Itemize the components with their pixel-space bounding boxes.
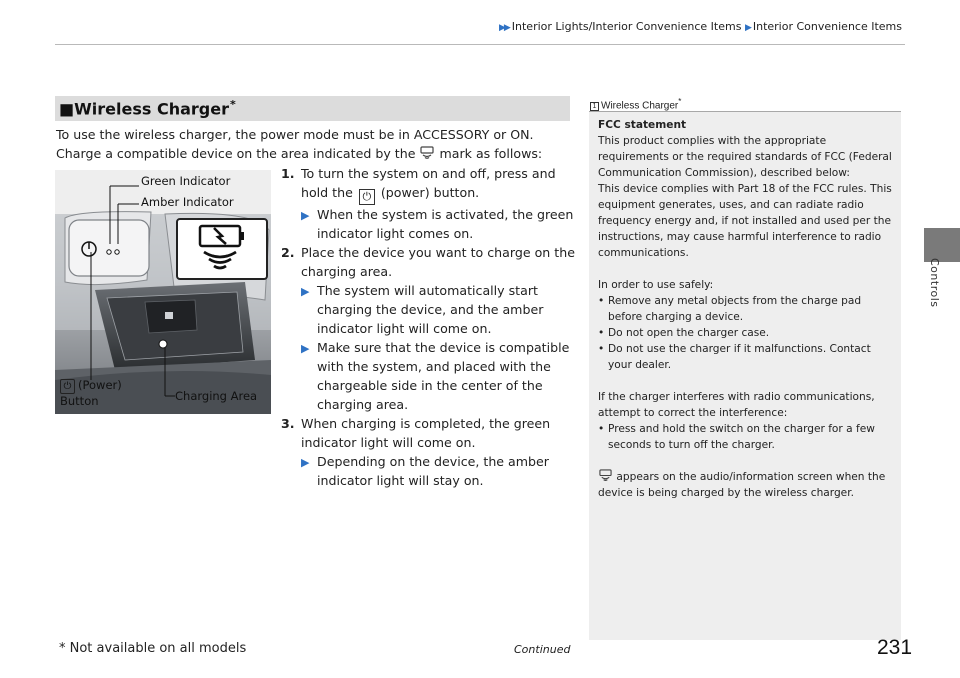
step-3-sub-1: ▶ Depending on the device, the amber indicator light will stay on. xyxy=(301,454,549,488)
intro-line-2 xyxy=(56,144,576,163)
wireless-charger-figure xyxy=(55,170,271,414)
safe-item: • Do not open the charger case. xyxy=(598,325,894,341)
power-icon: ⏻ xyxy=(359,189,375,205)
power-switch-graphic xyxy=(77,236,121,262)
continued-label: Continued xyxy=(514,643,571,656)
intro-text xyxy=(56,125,576,163)
side-tab-label[interactable]: Controls xyxy=(928,258,941,308)
label-power-1: (Power) xyxy=(78,378,122,392)
steps-list xyxy=(281,164,576,490)
step-1-sub-1: ▶ When the system is activated, the green indicator light comes on. xyxy=(301,207,574,241)
double-arrow-icon: ▶▶ xyxy=(498,23,509,33)
icon-note xyxy=(598,469,894,501)
interference-title: If the charger interferes with radio communications, attempt to correct the interference: xyxy=(598,391,875,419)
step-2-text: Place the device you want to charge on the charging area. xyxy=(301,245,575,279)
wireless-charge-icon xyxy=(419,146,435,160)
wireless-charge-icon xyxy=(598,469,613,482)
interference-item: • Press and hold the switch on the charger for a few seconds to turn off the charger. xyxy=(598,421,894,453)
breadcrumb-item-lights[interactable]: Interior Lights/Interior Convenience Items xyxy=(511,20,742,33)
section-title-text: Wireless Charger xyxy=(74,99,229,119)
fcc-text-2: This device complies with Part 18 of the FCC rules. This equipment generates, uses, and can radiate radio frequency energy and, if not installed and used per the instructions, may cause harmful interference to radio communications. xyxy=(598,183,892,259)
step-1-text-a: To turn the system on and off, press and hold the xyxy=(301,166,556,200)
safe-title: In order to use safely: xyxy=(598,279,714,291)
note-header-title xyxy=(590,97,681,111)
square-bullet-icon: ■ xyxy=(59,99,75,119)
note-head-asterisk: * xyxy=(678,97,682,106)
section-title xyxy=(59,98,236,118)
step-1 xyxy=(281,164,576,243)
step-number: 3. xyxy=(281,416,295,431)
note-icon: 1 xyxy=(590,102,599,111)
step-2-sub-2: ▶ Make sure that the device is compatible with the system, and placed with the chargeable side in the center of the charging area. xyxy=(301,340,570,412)
step-number: 1. xyxy=(281,166,295,181)
step-2 xyxy=(281,243,576,414)
side-tab-marker xyxy=(924,228,960,262)
fcc-title: FCC statement xyxy=(598,119,687,131)
intro-line-2a: Charge a compatible device on the area indicated by the xyxy=(56,146,416,161)
intro-line-1: To use the wireless charger, the power mode must be in ACCESSORY or ON. xyxy=(56,127,534,142)
footer-note: * Not available on all models xyxy=(59,641,247,656)
step-2-sub-1: ▶ The system will automatically start charging the device, and the amber indicator light will come on. xyxy=(301,283,544,336)
page-number: 231 xyxy=(877,636,913,659)
step-number: 2. xyxy=(281,245,295,260)
step-1-text-b: (power) button. xyxy=(380,185,480,200)
icon-note-text: appears on the audio/information screen when the device is being charged by the wireless charger. xyxy=(598,471,886,499)
fcc-text: This product complies with the appropriate requirements or the required standards of FCC (Federal Communication Commission), described below: xyxy=(598,135,892,179)
label-amber-indicator: Amber Indicator xyxy=(141,195,234,209)
label-power-button xyxy=(60,378,122,408)
arrow-icon: ▶ xyxy=(301,456,310,469)
safe-item: • Remove any metal objects from the charge pad before charging a device. xyxy=(598,293,894,325)
header-rule xyxy=(55,44,905,45)
label-charging-area: Charging Area xyxy=(175,389,258,403)
step-3 xyxy=(281,414,576,490)
step-3-text: When charging is completed, the green indicator light will come on. xyxy=(301,416,551,450)
arrow-icon: ▶ xyxy=(301,209,310,222)
intro-line-2b: mark as follows: xyxy=(439,146,543,161)
breadcrumb xyxy=(499,20,902,33)
arrow-icon: ▶ xyxy=(744,23,750,33)
power-icon: ⏻ xyxy=(60,379,75,394)
safe-item: • Do not use the charger if it malfunctions. Contact your dealer. xyxy=(598,341,894,373)
arrow-icon: ▶ xyxy=(301,342,310,355)
note-body xyxy=(598,117,894,501)
note-head-text: Wireless Charger xyxy=(601,100,679,112)
label-green-indicator: Green Indicator xyxy=(141,174,231,188)
arrow-icon: ▶ xyxy=(301,285,310,298)
section-title-asterisk: * xyxy=(229,98,236,111)
label-power-2: Button xyxy=(60,394,99,408)
breadcrumb-item-convenience[interactable]: Interior Convenience Items xyxy=(752,20,902,33)
